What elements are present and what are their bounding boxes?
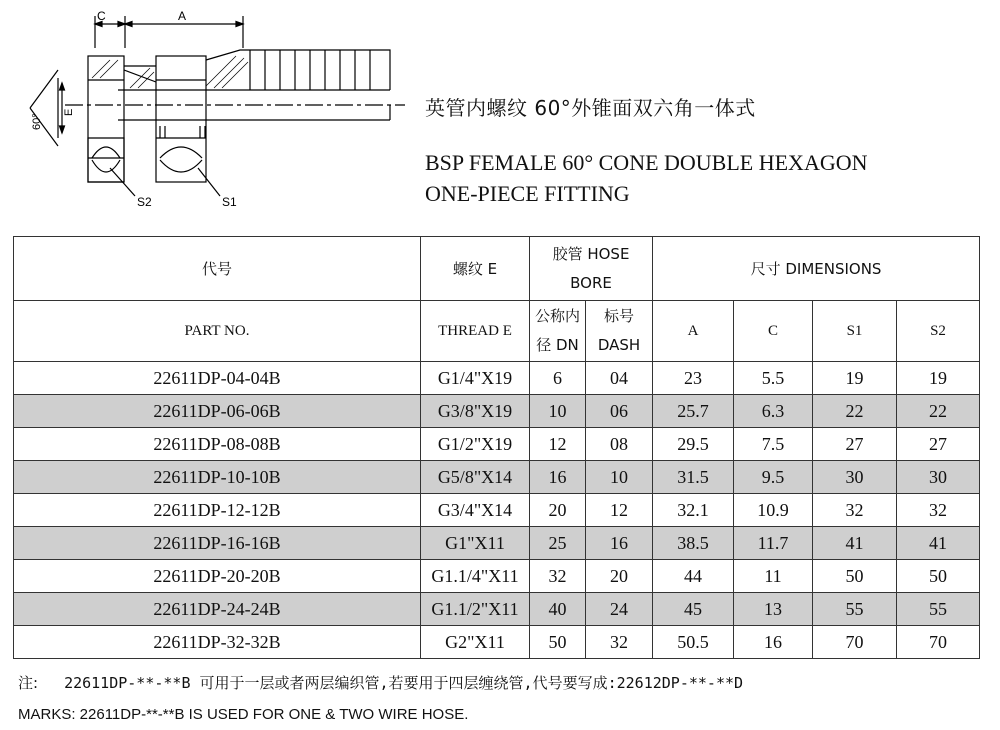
cell-s1: 50 — [813, 560, 897, 593]
cell-thread: G3/8"X19 — [421, 395, 530, 428]
title-chinese: 英管内螺纹 60°外锥面双六角一体式 — [425, 96, 756, 120]
table-row — [14, 428, 980, 461]
header-dash-line2: DASH — [597, 336, 641, 354]
cell-thread: G1/2"X19 — [421, 428, 530, 461]
header-dn-line2: 径 DN — [536, 336, 579, 354]
table-row — [14, 362, 980, 395]
header-s1: S1 — [813, 301, 897, 362]
cell-dash: 04 — [586, 362, 653, 395]
cell-a: 38.5 — [653, 527, 734, 560]
cell-s2: 50 — [897, 560, 980, 593]
cell-c: 13 — [734, 593, 813, 626]
cell-c: 7.5 — [734, 428, 813, 461]
cell-a: 32.1 — [653, 494, 734, 527]
cell-a: 23 — [653, 362, 734, 395]
table-row — [14, 527, 980, 560]
note-chinese — [18, 672, 743, 693]
cell-part: 22611DP-04-04B — [14, 362, 421, 395]
cell-dn: 20 — [530, 494, 586, 527]
cell-s1: 30 — [813, 461, 897, 494]
cell-a: 44 — [653, 560, 734, 593]
table-row — [14, 626, 980, 659]
title-english-line1: BSP FEMALE 60° CONE DOUBLE HEXAGON — [425, 150, 868, 175]
cell-s2: 70 — [897, 626, 980, 659]
header-dimensions: 尺寸 DIMENSIONS — [653, 237, 980, 301]
header-thread-en: THREAD E — [421, 301, 530, 362]
dim-c-label: C — [97, 9, 106, 23]
header-part-no: PART NO. — [14, 301, 421, 362]
cell-dn: 10 — [530, 395, 586, 428]
header-dn-line1: 公称内 — [534, 307, 580, 325]
header-code: 代号 — [14, 237, 421, 301]
cell-s1: 41 — [813, 527, 897, 560]
fitting-drawing — [10, 8, 410, 213]
cell-thread: G1"X11 — [421, 527, 530, 560]
cell-dash: 06 — [586, 395, 653, 428]
title-english-line2: ONE-PIECE FITTING — [425, 181, 630, 206]
hex-s2-label: S2 — [137, 195, 152, 209]
note-chinese-text: 22611DP-**-**B 可用于一层或者两层编织管,若要用于四层缠绕管,代号要写成:22612DP-**-**D — [64, 674, 744, 692]
cell-s2: 22 — [897, 395, 980, 428]
cell-a: 29.5 — [653, 428, 734, 461]
dim-a-label: A — [178, 9, 187, 23]
cell-dn: 32 — [530, 560, 586, 593]
cell-thread: G2"X11 — [421, 626, 530, 659]
cell-a: 31.5 — [653, 461, 734, 494]
cell-dash: 10 — [586, 461, 653, 494]
header-c: C — [734, 301, 813, 362]
cell-dn: 40 — [530, 593, 586, 626]
thread-e-label: E — [63, 108, 75, 116]
cell-s1: 32 — [813, 494, 897, 527]
header-hose-bore — [530, 237, 653, 301]
cell-thread: G1/4"X19 — [421, 362, 530, 395]
cell-part: 22611DP-20-20B — [14, 560, 421, 593]
header-thread-cn: 螺纹 E — [421, 237, 530, 301]
table-row — [14, 461, 980, 494]
header-hose-bore-cn: 胶管 HOSE — [552, 244, 630, 263]
specification-table — [13, 236, 980, 659]
cell-dash: 12 — [586, 494, 653, 527]
header-dash-line1: 标号 — [604, 307, 635, 325]
cell-s1: 70 — [813, 626, 897, 659]
cell-part: 22611DP-06-06B — [14, 395, 421, 428]
cell-c: 16 — [734, 626, 813, 659]
header-dash — [586, 301, 653, 362]
cell-dash: 16 — [586, 527, 653, 560]
cell-part: 22611DP-32-32B — [14, 626, 421, 659]
cell-part: 22611DP-16-16B — [14, 527, 421, 560]
cell-dash: 32 — [586, 626, 653, 659]
cell-s1: 55 — [813, 593, 897, 626]
cell-c: 5.5 — [734, 362, 813, 395]
cell-s2: 32 — [897, 494, 980, 527]
header-hose-bore-en: BORE — [570, 273, 612, 292]
cell-c: 11 — [734, 560, 813, 593]
cell-c: 10.9 — [734, 494, 813, 527]
cell-dn: 25 — [530, 527, 586, 560]
hex-s1-label: S1 — [222, 195, 237, 209]
cell-part: 22611DP-24-24B — [14, 593, 421, 626]
cell-s2: 41 — [897, 527, 980, 560]
cell-part: 22611DP-10-10B — [14, 461, 421, 494]
cell-thread: G1.1/4"X11 — [421, 560, 530, 593]
cell-c: 6.3 — [734, 395, 813, 428]
note-english: MARKS: 22611DP-**-**B IS USED FOR ONE & TWO WIRE HOSE. — [18, 706, 469, 723]
table-row — [14, 560, 980, 593]
cell-s2: 55 — [897, 593, 980, 626]
cell-s2: 30 — [897, 461, 980, 494]
cell-dn: 6 — [530, 362, 586, 395]
cell-dn: 16 — [530, 461, 586, 494]
header-a: A — [653, 301, 734, 362]
cell-a: 50.5 — [653, 626, 734, 659]
cell-s1: 27 — [813, 428, 897, 461]
cell-part: 22611DP-12-12B — [14, 494, 421, 527]
header-s2: S2 — [897, 301, 980, 362]
cell-dash: 08 — [586, 428, 653, 461]
table-row — [14, 593, 980, 626]
cell-s1: 22 — [813, 395, 897, 428]
note-lead: 注: — [18, 674, 39, 692]
cell-part: 22611DP-08-08B — [14, 428, 421, 461]
cell-dn: 50 — [530, 626, 586, 659]
cell-s2: 27 — [897, 428, 980, 461]
cell-thread: G1.1/2"X11 — [421, 593, 530, 626]
cell-c: 9.5 — [734, 461, 813, 494]
cell-c: 11.7 — [734, 527, 813, 560]
cell-thread: G3/4"X14 — [421, 494, 530, 527]
cell-dn: 12 — [530, 428, 586, 461]
angle-label: 60° — [31, 113, 43, 130]
header-dn — [530, 301, 586, 362]
cell-dash: 20 — [586, 560, 653, 593]
cell-a: 25.7 — [653, 395, 734, 428]
cell-a: 45 — [653, 593, 734, 626]
cell-s1: 19 — [813, 362, 897, 395]
cell-thread: G5/8"X14 — [421, 461, 530, 494]
table-row — [14, 395, 980, 428]
cell-dash: 24 — [586, 593, 653, 626]
table-row — [14, 494, 980, 527]
cell-s2: 19 — [897, 362, 980, 395]
